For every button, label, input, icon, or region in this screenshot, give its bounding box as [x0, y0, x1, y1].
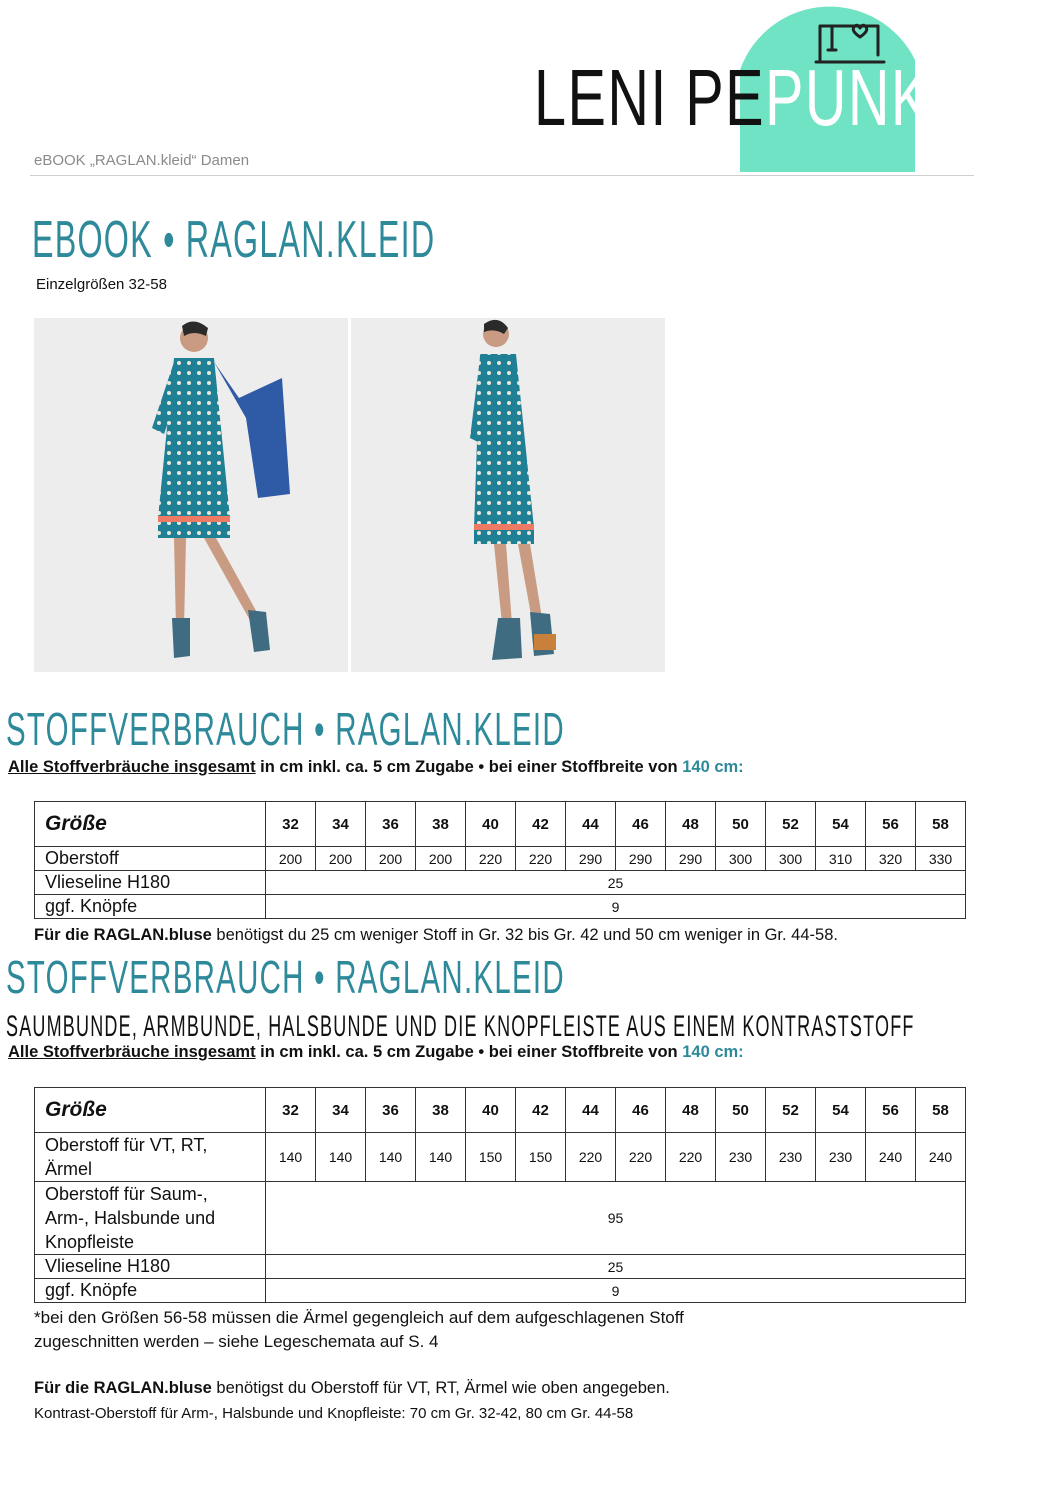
- size-col: 32: [266, 802, 316, 847]
- size-col: 48: [666, 1088, 716, 1133]
- size-col: 56: [866, 1088, 916, 1133]
- size-col: 46: [616, 802, 666, 847]
- size-col: 56: [866, 802, 916, 847]
- table-row: [35, 871, 966, 895]
- table-cell: 9: [266, 1279, 966, 1303]
- section-intro: [8, 758, 744, 777]
- row-label: [35, 1133, 266, 1182]
- table-cell: 140: [266, 1133, 316, 1182]
- table-cell: 290: [566, 847, 616, 871]
- product-photos: [34, 318, 665, 672]
- fabric-usage-contrast-table: [34, 1087, 966, 1303]
- table-cell: 150: [516, 1133, 566, 1182]
- row-label: ggf. Knöpfe: [35, 1279, 266, 1303]
- table-cell: 200: [416, 847, 466, 871]
- table-cell: 230: [816, 1133, 866, 1182]
- row-label: [35, 1182, 266, 1255]
- table-cell: 25: [266, 871, 966, 895]
- size-col: 58: [916, 1088, 966, 1133]
- table-cell: 230: [766, 1133, 816, 1182]
- size-col: 40: [466, 1088, 516, 1133]
- blouse-note-bold: Für die RAGLAN.bluse: [34, 926, 212, 944]
- table-cell: 150: [466, 1133, 516, 1182]
- document-subtitle: eBOOK „RAGLAN.kleid“ Damen: [34, 152, 250, 169]
- intro-text: in cm inkl. ca. 5 cm Zugabe • bei einer Stoffbreite von: [255, 758, 683, 776]
- table-row: [35, 895, 966, 919]
- row-label-line: Oberstoff für VT, RT,: [45, 1135, 208, 1155]
- size-col: 36: [366, 802, 416, 847]
- table-cell: 140: [366, 1133, 416, 1182]
- size-col: 50: [716, 802, 766, 847]
- table-cell: 220: [466, 847, 516, 871]
- row-label: ggf. Knöpfe: [35, 895, 266, 919]
- blouse-note: [34, 926, 838, 945]
- table-cell: 320: [866, 847, 916, 871]
- intro-underlined: Alle Stoffverbräuche insgesamt: [8, 1043, 256, 1061]
- fabric-usage-table: [34, 801, 966, 919]
- table-cell: 200: [316, 847, 366, 871]
- fabric-width: 140 cm:: [682, 758, 744, 776]
- size-header: Größe: [35, 1088, 266, 1133]
- table-cell: 290: [616, 847, 666, 871]
- intro-underlined: Alle Stoffverbräuche insgesamt: [8, 758, 256, 776]
- footnote-line: *bei den Größen 56-58 müssen die Ärmel gegengleich auf dem aufgeschlagenen Stoff: [34, 1308, 684, 1327]
- size-col: 40: [466, 802, 516, 847]
- table-cell: 240: [916, 1133, 966, 1182]
- row-label: Oberstoff: [35, 847, 266, 871]
- size-col: 52: [766, 1088, 816, 1133]
- photo-front: [34, 318, 348, 672]
- row-label-line: Arm-, Halsbunde und: [45, 1208, 216, 1228]
- fabric-width: 140 cm:: [682, 1043, 744, 1061]
- section-title-fabric-usage: STOFFVERBRAUCH • RAGLAN.KLEID: [6, 703, 565, 755]
- size-col: 38: [416, 1088, 466, 1133]
- table-cell: 220: [616, 1133, 666, 1182]
- brand-logo: [530, 0, 979, 172]
- section-intro: [8, 1043, 744, 1062]
- size-col: 44: [566, 802, 616, 847]
- section-subtitle-contrast: SAUMBUNDE, ARMBUNDE, HALSBUNDE UND DIE KNOPFLEISTE AUS EINEM KONTRASTSTOFF: [6, 1010, 915, 1043]
- table-header-row: [35, 1088, 966, 1133]
- row-label: Vlieseline H180: [35, 871, 266, 895]
- table-cell: 220: [516, 847, 566, 871]
- table-row: [35, 1255, 966, 1279]
- table-cell: 220: [566, 1133, 616, 1182]
- table-cell: 300: [766, 847, 816, 871]
- size-col: 42: [516, 802, 566, 847]
- size-col: 42: [516, 1088, 566, 1133]
- size-header: Größe: [35, 802, 266, 847]
- row-label-line: Ärmel: [45, 1159, 93, 1179]
- photo-side: [351, 318, 665, 672]
- blouse-note-bold: Für die RAGLAN.bluse: [34, 1379, 212, 1397]
- table-cell: 330: [916, 847, 966, 871]
- section-title-fabric-usage-contrast: STOFFVERBRAUCH • RAGLAN.KLEID: [6, 951, 565, 1003]
- table-cell: 310: [816, 847, 866, 871]
- row-label-line: Knopfleiste: [45, 1232, 135, 1252]
- table-header-row: [35, 802, 966, 847]
- blouse-note-text: benötigst du Oberstoff für VT, RT, Ärmel wie oben angegeben.: [211, 1379, 670, 1397]
- table-cell: 9: [266, 895, 966, 919]
- size-col: 46: [616, 1088, 666, 1133]
- blouse-note: [34, 1379, 670, 1398]
- size-col: 50: [716, 1088, 766, 1133]
- header-divider: [30, 175, 974, 176]
- blouse-note-text: benötigst du 25 cm weniger Stoff in Gr. 32 bis Gr. 42 und 50 cm weniger in Gr. 44-58.: [211, 926, 838, 944]
- size-col: 58: [916, 802, 966, 847]
- table-cell: 95: [266, 1182, 966, 1255]
- size-range: Einzelgrößen 32-58: [36, 276, 167, 293]
- row-label-line: Oberstoff für Saum-,: [45, 1184, 208, 1204]
- table-cell: 220: [666, 1133, 716, 1182]
- table-row: [35, 1279, 966, 1303]
- contrast-note: Kontrast-Oberstoff für Arm-, Halsbunde und Knopfleiste: 70 cm Gr. 32-42, 80 cm Gr. 44-58: [34, 1405, 634, 1422]
- footnote: [34, 1306, 684, 1354]
- size-col: 44: [566, 1088, 616, 1133]
- logo-text-dark: LENI PE: [534, 53, 765, 142]
- size-col: 38: [416, 802, 466, 847]
- intro-text: in cm inkl. ca. 5 cm Zugabe • bei einer Stoffbreite von: [255, 1043, 683, 1061]
- table-cell: 300: [716, 847, 766, 871]
- size-col: 54: [816, 1088, 866, 1133]
- size-col: 34: [316, 802, 366, 847]
- size-col: 32: [266, 1088, 316, 1133]
- table-row: [35, 1133, 966, 1182]
- logo-text-light: PUNKT.: [764, 53, 979, 142]
- size-col: 36: [366, 1088, 416, 1133]
- table-cell: 140: [416, 1133, 466, 1182]
- size-col: 54: [816, 802, 866, 847]
- row-label: Vlieseline H180: [35, 1255, 266, 1279]
- footnote-line: zugeschnitten werden – siehe Legeschemata auf S. 4: [34, 1332, 439, 1351]
- table-row: [35, 1182, 966, 1255]
- logo-wordmark: [534, 53, 979, 142]
- size-col: 48: [666, 802, 716, 847]
- page-title: EBOOK • RAGLAN.KLEID: [32, 211, 436, 269]
- table-cell: 230: [716, 1133, 766, 1182]
- table-cell: 25: [266, 1255, 966, 1279]
- table-cell: 240: [866, 1133, 916, 1182]
- table-cell: 290: [666, 847, 716, 871]
- size-col: 52: [766, 802, 816, 847]
- table-cell: 200: [366, 847, 416, 871]
- table-row: [35, 847, 966, 871]
- size-col: 34: [316, 1088, 366, 1133]
- table-cell: 200: [266, 847, 316, 871]
- table-cell: 140: [316, 1133, 366, 1182]
